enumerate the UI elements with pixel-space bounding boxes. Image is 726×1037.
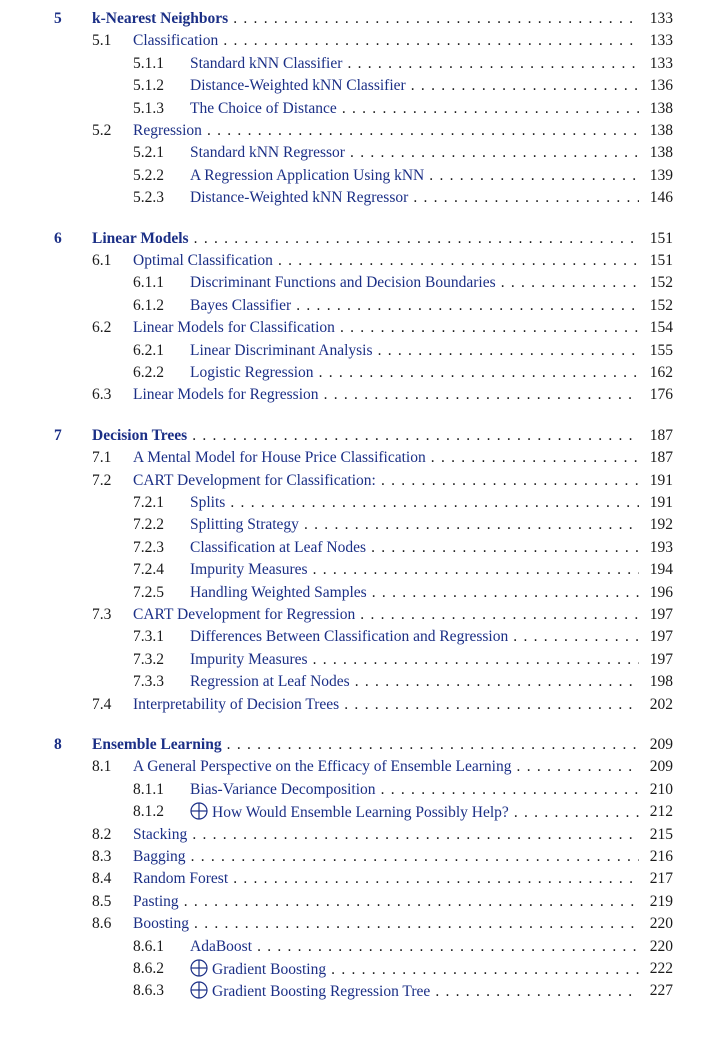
toc-entry[interactable] xyxy=(0,959,673,979)
toc-entry-number: 5.1.1 xyxy=(133,54,164,72)
toc-entry-page: 133 xyxy=(649,32,673,50)
toc-entry-title: Linear Models xyxy=(92,229,189,247)
toc-entry[interactable] xyxy=(0,318,673,338)
toc-entry-title: Gradient Boosting Regression Tree xyxy=(212,983,431,1001)
toc-entry-page: 217 xyxy=(649,870,673,888)
toc-entry-number: 8.5 xyxy=(92,892,112,910)
toc-entry-page: 215 xyxy=(649,825,673,843)
toc-entry-page: 146 xyxy=(649,189,673,207)
toc-entry[interactable] xyxy=(0,31,673,51)
toc-entry-number: 7.2.1 xyxy=(133,494,164,511)
toc-entry-number: 6.3 xyxy=(92,386,112,404)
toc-entry[interactable] xyxy=(0,76,673,96)
toc-entry-title: Linear Models for Regression xyxy=(133,386,319,404)
toc-entry-page: 191 xyxy=(649,494,673,511)
toc-entry-page: 151 xyxy=(649,229,673,247)
toc-entry[interactable] xyxy=(0,802,673,822)
toc-entry-number: 5.1.3 xyxy=(133,99,164,117)
toc-entry[interactable] xyxy=(0,981,673,1001)
toc-entry-number: 5.2.3 xyxy=(133,189,164,207)
toc-entry-title-wrap xyxy=(190,99,639,119)
toc-entry[interactable] xyxy=(0,493,673,513)
toc-entry-title-wrap xyxy=(190,166,639,186)
toc-entry-title: Impurity Measures xyxy=(190,561,308,579)
toc-entry-title: Handling Weighted Samples xyxy=(190,583,367,601)
toc-entry-title: Impurity Measures xyxy=(190,650,308,668)
toc-entry-page: 176 xyxy=(649,386,673,404)
toc-entry-title-wrap xyxy=(190,341,639,361)
toc-entry-page: 191 xyxy=(649,471,673,489)
toc-entry-number: 7.2 xyxy=(92,471,112,489)
toc-entry-number: 5.2 xyxy=(92,122,112,139)
toc-entry-page: 138 xyxy=(649,99,673,117)
toc-entry-number: 8.6.3 xyxy=(133,982,164,1000)
toc-entry-title: The Choice of Distance xyxy=(190,99,337,117)
toc-entry-title-wrap xyxy=(133,318,639,338)
toc-entry-title: Interpretability of Decision Trees xyxy=(133,695,340,713)
toc-entry[interactable] xyxy=(0,251,673,271)
toc-entry-title: Distance-Weighted kNN Classifier xyxy=(190,77,406,95)
toc-entry-title-wrap xyxy=(190,538,639,558)
toc-entry-number: 7.4 xyxy=(92,695,112,713)
toc-entry-title: Linear Discriminant Analysis xyxy=(190,341,373,359)
toc-entry[interactable] xyxy=(0,385,673,405)
toc-entry-title-wrap xyxy=(190,802,639,823)
toc-entry[interactable] xyxy=(0,627,673,647)
toc-entry-title: Standard kNN Classifier xyxy=(190,54,343,72)
toc-entry-title-wrap xyxy=(190,54,639,74)
toc-entry-title: Decision Trees xyxy=(92,426,188,444)
toc-entry[interactable] xyxy=(0,54,673,74)
toc-entry-page: 194 xyxy=(649,561,673,579)
circled-plus-icon xyxy=(190,802,208,820)
toc-entry[interactable] xyxy=(0,695,673,715)
toc-entry-number: 5.1 xyxy=(92,32,112,50)
toc-entry-number: 6.1.2 xyxy=(133,296,164,314)
toc-entry[interactable] xyxy=(0,229,673,249)
toc-entry-page: 219 xyxy=(649,892,673,910)
toc-entry-number: 8.1.2 xyxy=(133,803,164,821)
toc-entry-page: 227 xyxy=(649,982,673,1000)
toc-entry-title-wrap xyxy=(190,672,639,692)
toc-entry-title-wrap xyxy=(190,363,639,383)
toc-entry-number: 6 xyxy=(54,229,62,247)
toc-entry-title: Stacking xyxy=(133,825,188,843)
toc-entry[interactable] xyxy=(0,825,673,845)
toc-entry[interactable] xyxy=(0,847,673,867)
toc-entry-title: Distance-Weighted kNN Regressor xyxy=(190,189,409,207)
toc-entry-page: 139 xyxy=(649,166,673,184)
toc-entry-title: Classification at Leaf Nodes xyxy=(190,538,367,556)
toc-entry-title-wrap xyxy=(92,9,639,29)
toc-entry-title: AdaBoost xyxy=(190,937,252,955)
toc-entry-title: Bayes Classifier xyxy=(190,296,292,314)
toc-entry-number: 8.3 xyxy=(92,848,112,865)
toc-entry[interactable] xyxy=(0,296,673,316)
toc-entry-title: Discriminant Functions and Decision Boundaries xyxy=(190,274,496,292)
toc-entry-title: Standard kNN Regressor xyxy=(190,144,345,162)
toc-entry[interactable] xyxy=(0,892,673,912)
toc-entry-page: 210 xyxy=(649,780,673,798)
toc-entry-page: 133 xyxy=(649,54,673,72)
toc-entry-page: 222 xyxy=(649,960,673,977)
toc-entry[interactable] xyxy=(0,650,673,670)
toc-entry-page: 197 xyxy=(649,606,673,623)
toc-entry[interactable] xyxy=(0,583,673,603)
toc-entry[interactable] xyxy=(0,560,673,580)
toc-entry-number: 7.3.1 xyxy=(133,628,164,646)
toc-entry-title-wrap xyxy=(92,229,639,249)
toc-entry-page: 152 xyxy=(649,296,673,314)
toc-entry-page: 220 xyxy=(649,937,673,955)
toc-entry-title-wrap xyxy=(133,605,639,625)
toc-entry-title-wrap xyxy=(190,560,639,580)
toc-entry-page: 152 xyxy=(649,274,673,292)
toc-entry[interactable] xyxy=(0,757,673,777)
toc-entry-title-wrap xyxy=(92,735,639,755)
toc-entry-title: A Regression Application Using kNN xyxy=(190,166,425,184)
circled-plus-icon xyxy=(190,959,208,977)
toc-entry[interactable] xyxy=(0,538,673,558)
toc-entry-page: 151 xyxy=(649,252,673,269)
toc-entry-title: k-Nearest Neighbors xyxy=(92,10,229,27)
toc-entry-title-wrap xyxy=(133,914,639,934)
toc-entry-title: Optimal Classification xyxy=(133,252,273,269)
toc-entry-number: 8.1 xyxy=(92,758,112,776)
toc-entry-title: Logistic Regression xyxy=(190,364,314,381)
toc-entry-title-wrap xyxy=(190,650,639,670)
toc-entry-title-wrap xyxy=(190,188,639,208)
toc-entry-page: 138 xyxy=(649,122,673,139)
toc-entry-title-wrap xyxy=(133,825,639,845)
toc-entry-title-wrap xyxy=(190,515,639,535)
toc-entry-number: 6.1.1 xyxy=(133,274,164,292)
toc-entry-title-wrap xyxy=(133,892,639,912)
toc-entry-title-wrap xyxy=(133,385,639,405)
toc-entry-number: 8.6.1 xyxy=(133,937,164,955)
toc-entry-title-wrap xyxy=(190,627,639,647)
toc-entry-page: 220 xyxy=(649,915,673,933)
toc-entry[interactable] xyxy=(0,341,673,361)
toc-entry-title-wrap xyxy=(190,296,639,316)
toc-entry-number: 7.3.2 xyxy=(133,650,164,668)
toc-entry-number: 6.2.2 xyxy=(133,364,164,381)
toc-entry-title-wrap xyxy=(133,757,639,777)
toc-entry-title: Ensemble Learning xyxy=(92,736,222,753)
toc-entry-number: 8.4 xyxy=(92,870,112,888)
toc-entry-title-wrap xyxy=(190,143,639,163)
toc-entry-title: Gradient Boosting xyxy=(212,961,327,978)
toc-entry-number: 7.3 xyxy=(92,606,112,623)
toc-entry-title-wrap xyxy=(190,780,639,800)
toc-entry[interactable] xyxy=(0,363,673,383)
toc-entry-title: Bagging xyxy=(133,848,186,865)
toc-entry[interactable] xyxy=(0,166,673,186)
toc-entry-title-wrap xyxy=(190,493,639,513)
toc-entry-title: Pasting xyxy=(133,892,179,910)
toc-entry-title-wrap xyxy=(133,471,639,491)
toc-entry-number: 7.3.3 xyxy=(133,673,164,691)
toc-entry[interactable] xyxy=(0,121,673,141)
toc-entry-title-wrap xyxy=(190,583,639,603)
toc-entry-page: 209 xyxy=(649,736,673,753)
toc-entry-page: 193 xyxy=(649,538,673,556)
toc-entry-title: Boosting xyxy=(133,915,189,933)
toc-entry-number: 8.2 xyxy=(92,825,112,843)
toc-entry-number: 7.2.3 xyxy=(133,538,164,556)
toc-entry-number: 7.2.2 xyxy=(133,516,164,534)
toc-entry-title-wrap xyxy=(92,426,639,446)
toc-entry[interactable] xyxy=(0,869,673,889)
toc-entry-title: Regression at Leaf Nodes xyxy=(190,673,350,691)
toc-entry-title-wrap xyxy=(133,448,639,468)
toc-entry[interactable] xyxy=(0,426,673,446)
toc-entry-title: CART Development for Classification: xyxy=(133,471,376,489)
toc-entry-page: 162 xyxy=(649,364,673,381)
toc-entry[interactable] xyxy=(0,9,673,29)
toc-entry-number: 7.2.5 xyxy=(133,583,164,601)
toc-entry-page: 196 xyxy=(649,583,673,601)
toc-entry-title-wrap xyxy=(133,869,639,889)
toc-entry-number: 8.6 xyxy=(92,915,112,933)
toc-entry-title-wrap xyxy=(133,251,639,271)
toc-entry-number: 7.2.4 xyxy=(133,561,164,579)
toc-entry-page: 197 xyxy=(649,628,673,646)
toc-entry-page: 216 xyxy=(649,848,673,865)
toc-entry-page: 187 xyxy=(649,426,673,444)
toc-entry-page: 154 xyxy=(649,319,673,337)
toc-entry-number: 6.2 xyxy=(92,319,112,337)
toc-entry-number: 6.2.1 xyxy=(133,341,164,359)
toc-entry-number: 8 xyxy=(54,736,62,753)
toc-entry[interactable] xyxy=(0,735,673,755)
toc-entry-number: 5 xyxy=(54,10,62,27)
toc-entry-title-wrap xyxy=(190,273,639,293)
toc-entry[interactable] xyxy=(0,448,673,468)
toc-entry-title: Regression xyxy=(133,122,202,139)
toc-entry-title: CART Development for Regression xyxy=(133,606,356,623)
toc-entry-number: 8.6.2 xyxy=(133,960,164,977)
toc-entry-number: 5.2.1 xyxy=(133,144,164,162)
toc-entry[interactable] xyxy=(0,515,673,535)
toc-entry-title: How Would Ensemble Learning Possibly Help? xyxy=(212,804,509,822)
toc-entry-page: 138 xyxy=(649,144,673,162)
toc-entry-page: 212 xyxy=(649,803,673,821)
toc-entry-number: 6.1 xyxy=(92,252,112,269)
toc-entry[interactable] xyxy=(0,471,673,491)
toc-entry-page: 197 xyxy=(649,650,673,668)
toc-entry-title: A Mental Model for House Price Classification xyxy=(133,449,426,467)
toc-entry[interactable] xyxy=(0,937,673,957)
toc-entry[interactable] xyxy=(0,273,673,293)
toc-entry-title: Differences Between Classification and Regression xyxy=(190,628,509,646)
toc-entry-number: 7 xyxy=(54,426,62,444)
toc-entry-title-wrap xyxy=(133,31,639,51)
toc-entry[interactable] xyxy=(0,99,673,119)
toc-entry-title-wrap xyxy=(133,847,639,867)
toc-entry-title: Classification xyxy=(133,32,219,50)
toc-entry[interactable] xyxy=(0,914,673,934)
toc-entry-title-wrap xyxy=(190,76,639,96)
toc-entry-page: 133 xyxy=(649,10,673,27)
toc-entry-page: 202 xyxy=(649,695,673,713)
toc-entry-page: 198 xyxy=(649,673,673,691)
toc-entry-title: Splitting Strategy xyxy=(190,516,299,534)
toc-entry-page: 209 xyxy=(649,758,673,776)
toc-entry[interactable] xyxy=(0,143,673,163)
toc-entry-title: Bias-Variance Decomposition xyxy=(190,780,376,798)
toc-entry-page: 192 xyxy=(649,516,673,534)
toc-entry[interactable] xyxy=(0,672,673,692)
toc-entry-number: 7.1 xyxy=(92,449,112,467)
toc-entry-number: 8.1.1 xyxy=(133,780,164,798)
toc-entry-title-wrap xyxy=(133,121,639,141)
toc-entry-title-wrap xyxy=(190,981,639,1002)
toc-entry-title: Random Forest xyxy=(133,870,229,888)
toc-entry-title-wrap xyxy=(190,937,639,957)
toc-entry-number: 5.1.2 xyxy=(133,77,164,95)
toc-entry-title-wrap xyxy=(133,695,639,715)
toc-entry-page: 136 xyxy=(649,77,673,95)
toc-entry-title: Splits xyxy=(190,494,226,511)
toc-entry[interactable] xyxy=(0,188,673,208)
toc-entry-page: 155 xyxy=(649,341,673,359)
toc-entry[interactable] xyxy=(0,780,673,800)
toc-entry-title-wrap xyxy=(190,959,639,980)
toc-entry-page: 187 xyxy=(649,449,673,467)
toc-entry-title: Linear Models for Classification xyxy=(133,319,335,337)
circled-plus-icon xyxy=(190,981,208,999)
toc-entry[interactable] xyxy=(0,605,673,625)
toc-entry-title: A General Perspective on the Efficacy of Ensemble Learning xyxy=(133,758,512,776)
toc-entry-number: 5.2.2 xyxy=(133,166,164,184)
